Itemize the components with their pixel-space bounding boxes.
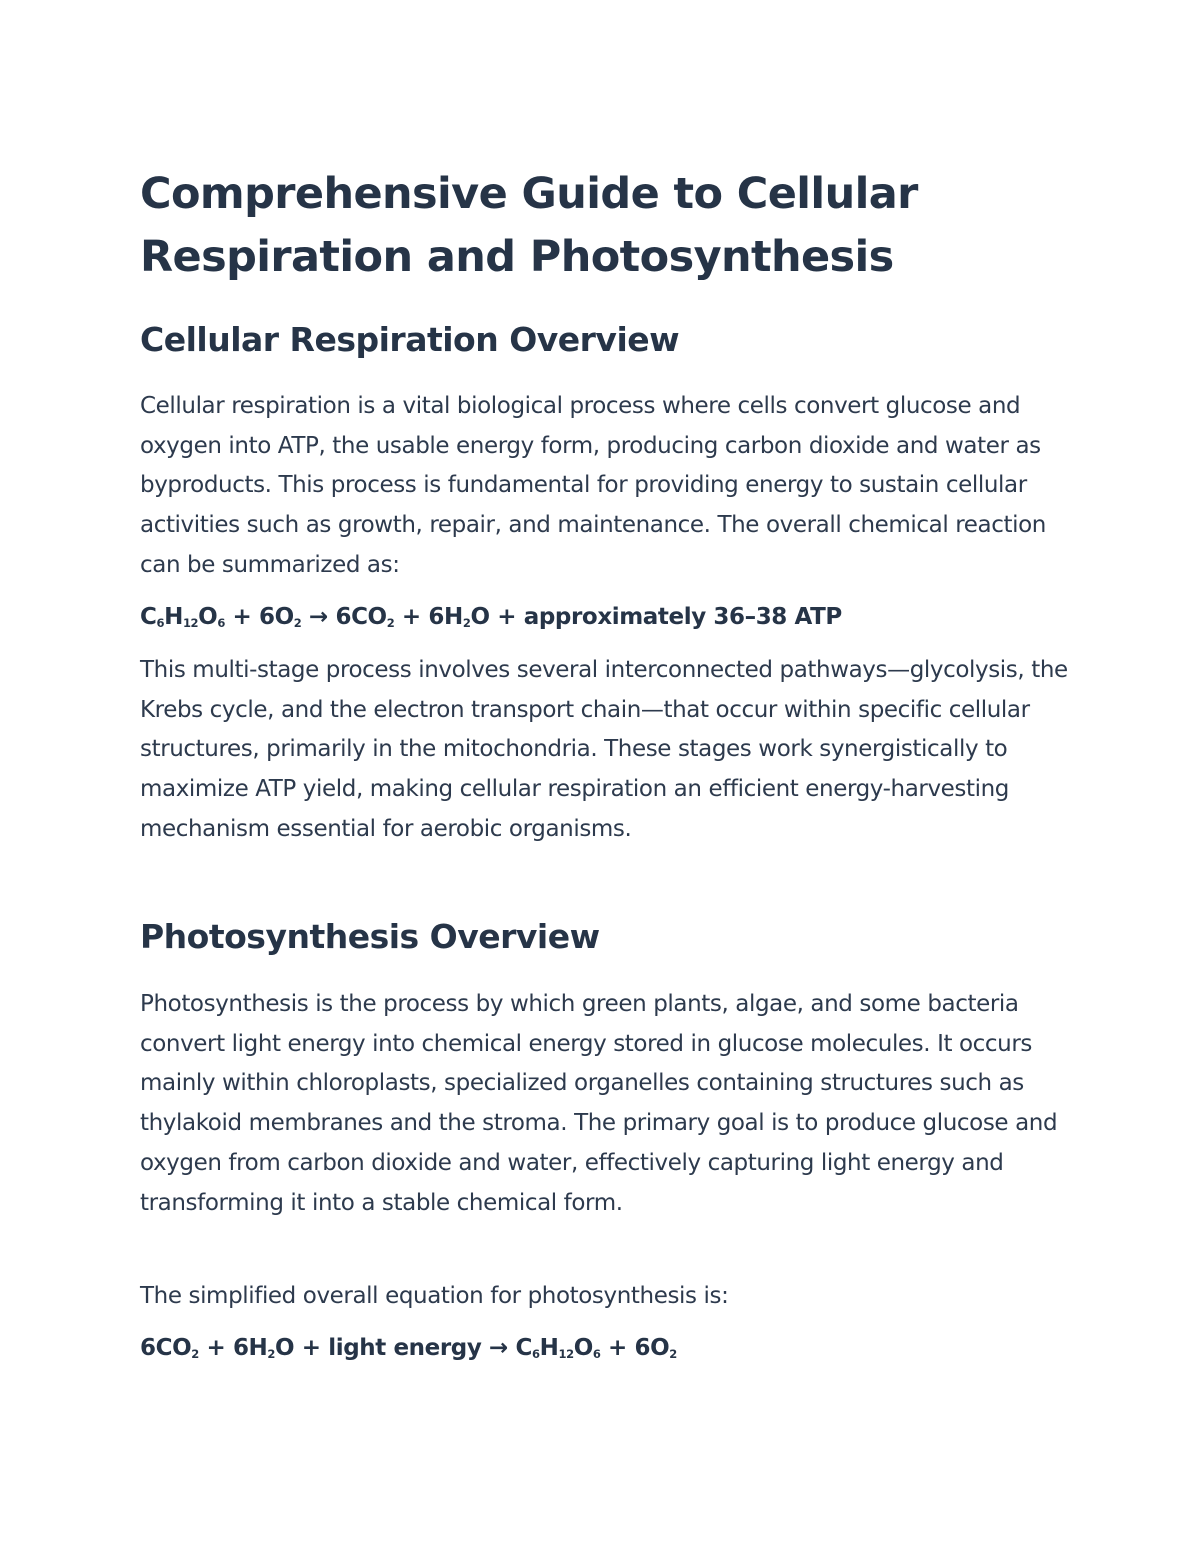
photosynthesis-equation — [140, 1331, 677, 1365]
eq-part: H — [164, 604, 183, 630]
photosynthesis-paragraph-2: The simplified overall equation for photosynthesis is: — [140, 1283, 729, 1309]
eq-subscript: 12 — [182, 615, 199, 630]
respiration-paragraph-2: This multi-stage process involves several interconnected pathways—glycolysis, the Krebs cycle, and the electron transport chain—that occur within specific cellular structures, primarily in the mitochondria. These stages work synergistically to maximize ATP yield, making cellular respiration an efficient energy-harvesting mechanism essential for aerobic organisms. — [140, 657, 1068, 842]
eq-part: + 6H — [198, 1335, 268, 1361]
eq-subscript: 2 — [267, 1346, 276, 1361]
eq-subscript: 2 — [462, 615, 471, 630]
respiration-paragraph-1: Cellular respiration is a vital biological process where cells convert glucose and oxygen into ATP, the usable energy form, producing carbon dioxide and water as byproducts. This process is fundamental for providing energy to sustain cellular activities such as growth, repair, and maintenance. The overall chemical reaction can be summarized as: — [140, 393, 1046, 578]
eq-subscript: 6 — [532, 1346, 540, 1361]
eq-part: O + light energy → C — [275, 1335, 532, 1361]
section-heading-photosynthesis: Photosynthesis Overview — [140, 917, 600, 956]
eq-subscript: 6 — [156, 615, 165, 630]
eq-part: H — [539, 1335, 559, 1361]
eq-part: + 6O — [224, 604, 294, 630]
eq-part: O — [573, 1335, 593, 1361]
eq-part: → 6CO — [301, 604, 387, 630]
eq-subscript: 2 — [386, 615, 395, 630]
section-heading-cellular-respiration: Cellular Respiration Overview — [140, 320, 680, 359]
eq-part: + 6O — [600, 1335, 670, 1361]
eq-part: + 6H — [394, 604, 463, 630]
eq-part: 6CO — [140, 1335, 192, 1361]
eq-subscript: 6 — [217, 615, 225, 630]
eq-part: C — [140, 604, 157, 630]
document-title: Comprehensive Guide to Cellular Respiration and Photosynthesis — [140, 169, 918, 282]
eq-part: O + approximately 36–38 ATP — [470, 604, 842, 630]
respiration-equation — [140, 600, 842, 634]
photosynthesis-paragraph-1: Photosynthesis is the process by which green plants, algae, and some bacteria convert light energy into chemical energy stored in glucose molecules. It occurs mainly within chloroplasts, specialized organelles containing structures such as thylakoid membranes and the stroma. The primary goal is to produce glucose and oxygen from carbon dioxide and water, effectively capturing light energy and transforming it into a stable chemical form. — [140, 991, 1058, 1216]
eq-subscript: 2 — [669, 1346, 677, 1361]
eq-subscript: 6 — [592, 1346, 601, 1361]
eq-subscript: 2 — [191, 1346, 199, 1361]
eq-part: O — [198, 604, 218, 630]
eq-subscript: 2 — [293, 615, 302, 630]
eq-subscript: 12 — [558, 1346, 574, 1361]
